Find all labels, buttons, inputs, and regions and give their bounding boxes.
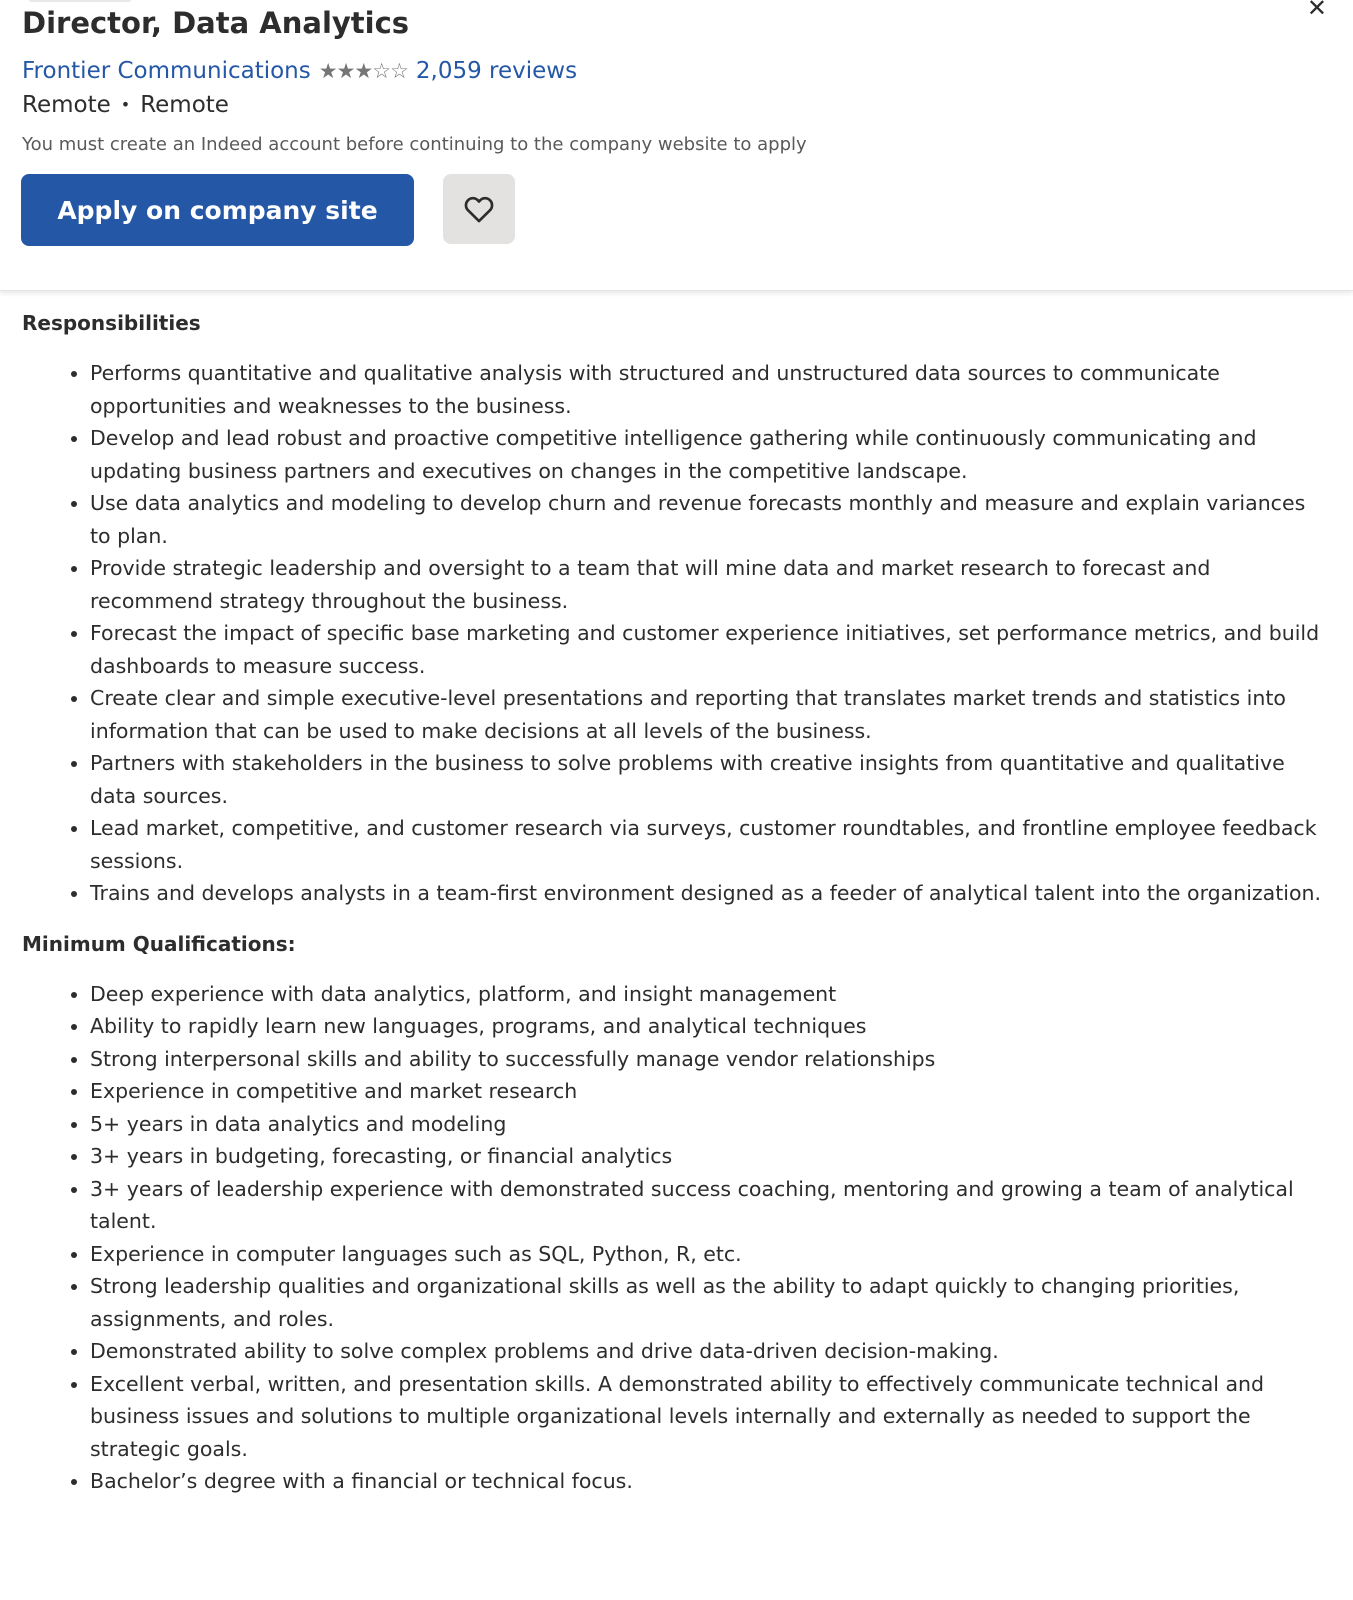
responsibilities-heading: Responsibilities <box>22 311 201 335</box>
heart-icon <box>461 192 497 226</box>
qualifications-heading: Minimum Qualifications: <box>22 931 296 956</box>
rating-stars-icon: ★★★☆☆ <box>318 59 408 83</box>
save-job-button[interactable] <box>443 174 515 244</box>
list-item: • Create clear and simple executive-level presentations and reporting that translates market trends and statistics into information that can be used to make decisions at all levels of the business. <box>90 682 1329 747</box>
company-link[interactable]: Frontier Communications <box>22 58 311 84</box>
qualifications-list <box>22 978 1329 1498</box>
list-item: • Performs quantitative and qualitative analysis with structured and unstructured data sources to communicate opportunities and weaknesses to the business. <box>90 357 1329 422</box>
job-header <box>0 0 1353 291</box>
list-item: • Experience in computer languages such as SQL, Python, R, etc. <box>90 1238 1329 1271</box>
separator-dot: • <box>120 95 131 114</box>
list-item: • Demonstrated ability to solve complex problems and drive data-driven decision-making. <box>90 1335 1329 1368</box>
list-item: • Forecast the impact of specific base marketing and customer experience initiatives, set performance metrics, and build dashboards to measure success. <box>90 617 1329 682</box>
job-location: Remote <box>22 92 111 118</box>
responsibilities-list <box>22 357 1329 910</box>
list-item: • Trains and develops analysts in a team-first environment designed as a feeder of analytical talent into the organization. <box>90 877 1329 910</box>
job-description <box>0 291 1353 1498</box>
drag-handle[interactable] <box>28 0 132 2</box>
list-item: • Lead market, competitive, and customer research via surveys, customer roundtables, and frontline employee feedback sessions. <box>90 812 1329 877</box>
list-item: • Strong leadership qualities and organizational skills as well as the ability to adapt quickly to changing priorities, assignments, and roles. <box>90 1270 1329 1335</box>
list-item: • Excellent verbal, written, and presentation skills. A demonstrated ability to effectively communicate technical and business issues and solutions to multiple organizational levels internally and externally as needed to support the strategic goals. <box>90 1368 1329 1466</box>
list-item: • Partners with stakeholders in the business to solve problems with creative insights from quantitative and qualitative data sources. <box>90 747 1329 812</box>
list-item: • Provide strategic leadership and oversight to a team that will mine data and market research to forecast and recommend strategy throughout the business. <box>90 552 1329 617</box>
list-item: • Develop and lead robust and proactive competitive intelligence gathering while continuously communicating and updating business partners and executives on changes in the competitive landscape. <box>90 422 1329 487</box>
apply-button[interactable]: Apply on company site <box>21 174 414 246</box>
account-notice: You must create an Indeed account before continuing to the company website to apply <box>22 134 807 155</box>
list-item: • 3+ years of leadership experience with demonstrated success coaching, mentoring and growing a team of analytical talent. <box>90 1173 1329 1238</box>
close-icon[interactable]: ✕ <box>1306 0 1327 22</box>
list-item: • Bachelor’s degree with a financial or technical focus. <box>90 1465 1329 1498</box>
reviews-link[interactable]: 2,059 reviews <box>415 58 578 84</box>
list-item: • Deep experience with data analytics, platform, and insight management <box>90 978 1329 1011</box>
location-row <box>22 92 229 118</box>
list-item: • 5+ years in data analytics and modeling <box>90 1108 1329 1141</box>
job-title: Director, Data Analytics <box>22 6 410 40</box>
list-item: • 3+ years in budgeting, forecasting, or financial analytics <box>90 1140 1329 1173</box>
list-item: • Use data analytics and modeling to develop churn and revenue forecasts monthly and measure and explain variances to plan. <box>90 487 1329 552</box>
company-row <box>22 58 577 84</box>
list-item: • Experience in competitive and market research <box>90 1075 1329 1108</box>
list-item: • Strong interpersonal skills and ability to successfully manage vendor relationships <box>90 1043 1329 1076</box>
list-item: • Ability to rapidly learn new languages, programs, and analytical techniques <box>90 1010 1329 1043</box>
job-location-type: Remote <box>140 92 229 118</box>
